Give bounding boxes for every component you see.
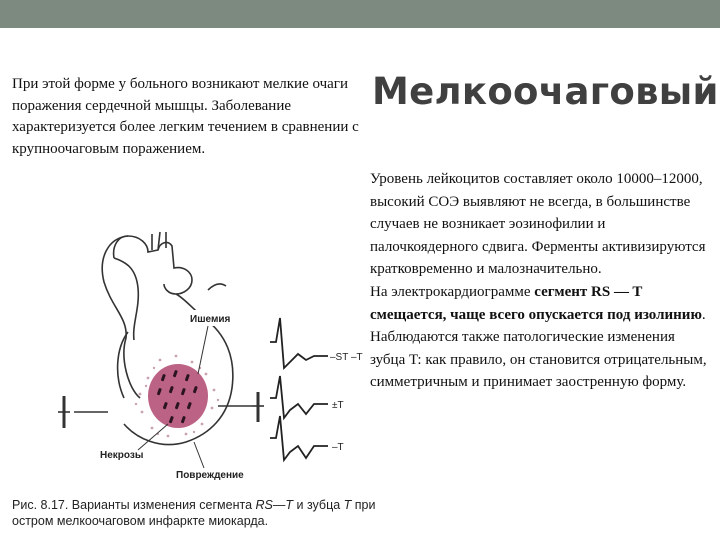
details-part1: Уровень лейкоцитов составляет около 10000–12000, высокий СОЭ выявляют не всегда, в большинстве случаев не возникает эозинофилии и палочкоядерного сдвига. Ферменты активизируются кратковременно и малозначительно. xyxy=(370,171,706,278)
ecg-trace-2 xyxy=(270,376,328,418)
ecg-label-3: –T xyxy=(332,442,344,453)
top-bar xyxy=(0,0,720,28)
necrosis-label: Некрозы xyxy=(100,450,144,461)
damage-label: Повреждение xyxy=(176,470,244,481)
slide-title: Мелкоочаговый xyxy=(372,70,719,113)
caption-prefix: Рис. 8.17. Варианты изменения сегмента xyxy=(12,498,256,512)
ischemia-label: Ишемия xyxy=(190,314,231,325)
intro-paragraph: При этой форме у больного возникают мелкие очаги поражения сердечной мышцы. Заболевание характеризуется более легким течением в сравнении с крупноочаговым поражением. xyxy=(12,76,359,157)
caption-middle: и зубца xyxy=(293,498,344,512)
ecg-trace-1 xyxy=(270,318,328,368)
details-paragraph xyxy=(370,168,710,394)
figure-caption xyxy=(12,497,382,529)
ecg-label-2: ±T xyxy=(332,400,344,411)
caption-term1: RS—T xyxy=(255,498,294,512)
caption-suffix: при остром мелкоочаговом инфаркте миокарда. xyxy=(12,498,376,528)
heart-ecg-figure xyxy=(8,228,370,490)
details-part2-plain: На электрокардиограмме xyxy=(370,283,535,300)
ecg-traces xyxy=(270,318,328,460)
details-part2-end: . Наблюдаются также патологические изменения зубца T: как правило, он становится отрицательным, симметричным и принимает заостренную форму. xyxy=(370,306,707,391)
details-part2-bold: сегмент RS — T смещается, чаще всего опускается под изолинию xyxy=(370,283,702,323)
ecg-trace-3 xyxy=(270,416,328,460)
necrosis-zone xyxy=(148,364,208,428)
caption-term2: T xyxy=(343,498,352,512)
ecg-label-1: –ST –T xyxy=(330,352,363,363)
